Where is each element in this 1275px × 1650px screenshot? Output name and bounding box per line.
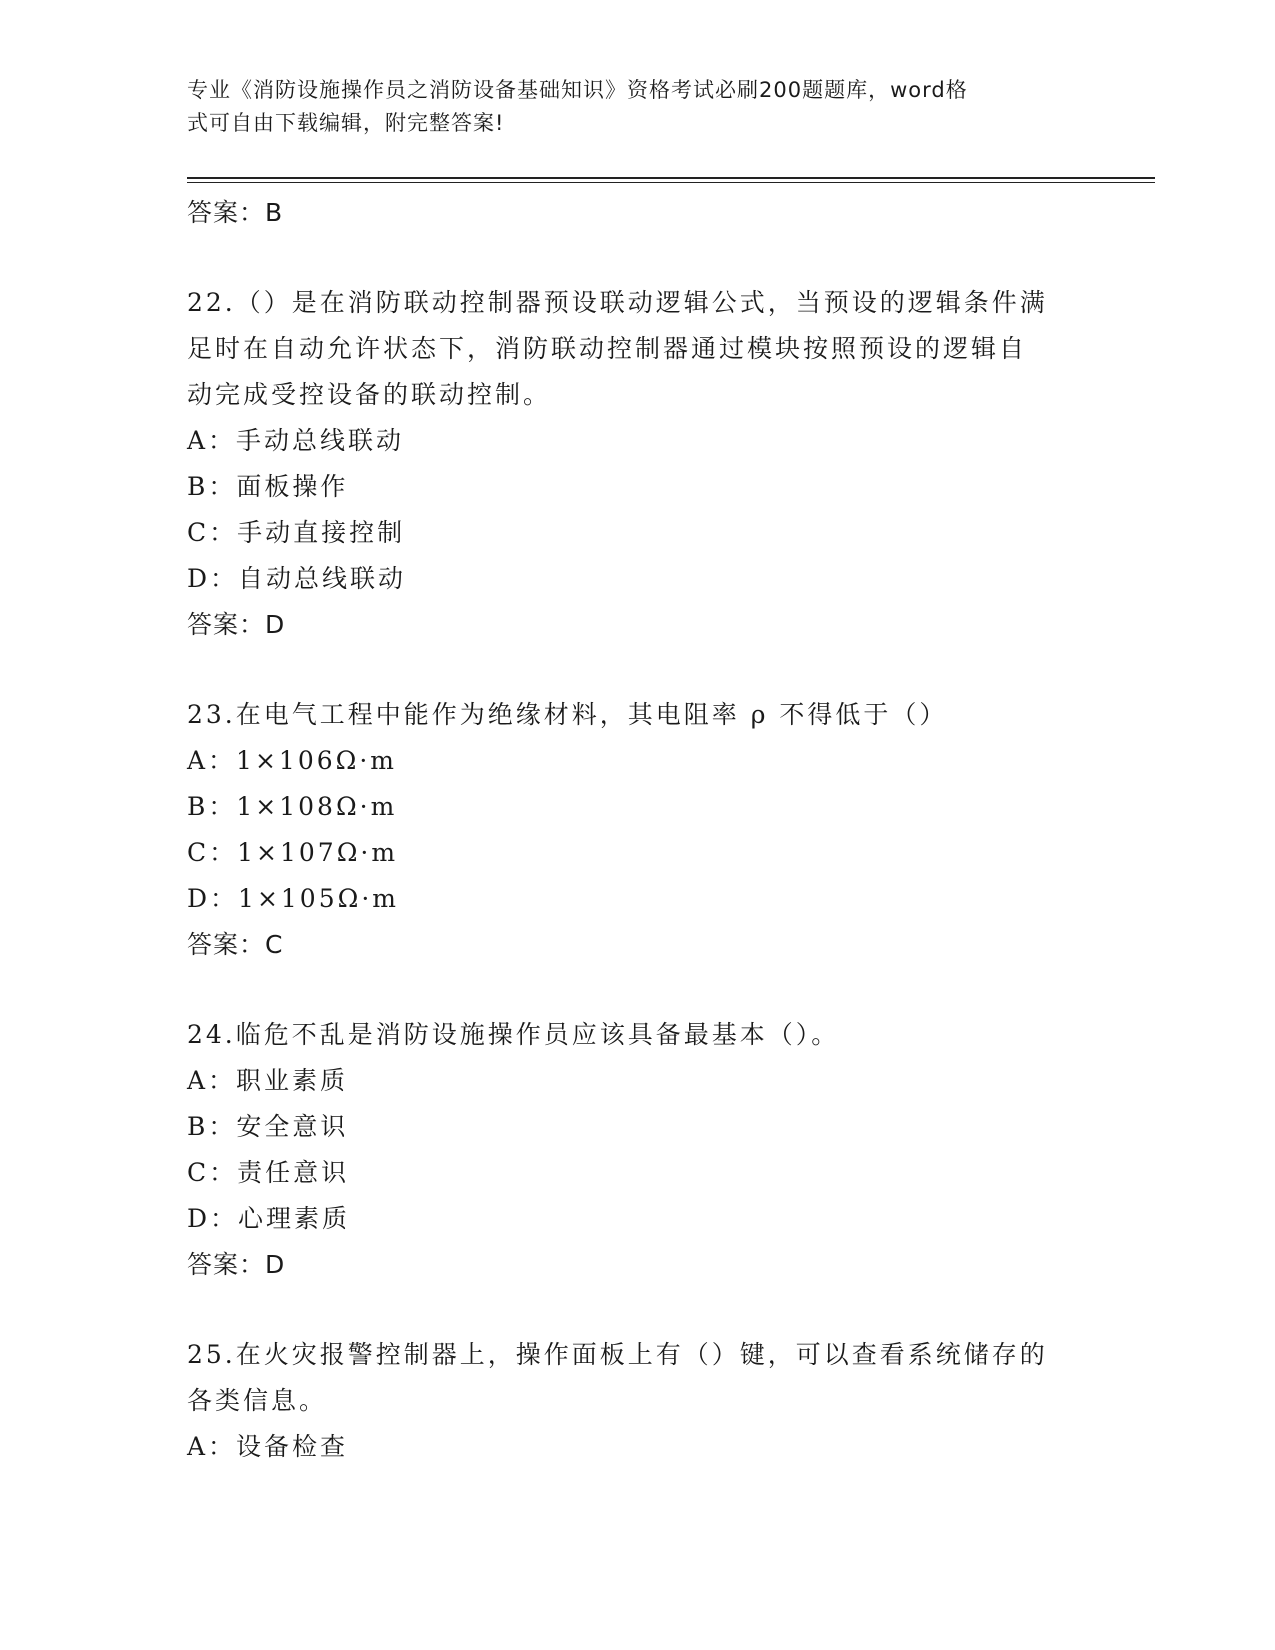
header-divider-thick <box>187 177 1155 179</box>
option-b: B：1×108Ω·m <box>187 792 398 821</box>
option-a: A：设备检查 <box>187 1432 349 1461</box>
question-text: 足时在自动允许状态下，消防联动控制器通过模块按照预设的逻辑自 <box>187 334 1028 363</box>
document-header <box>187 74 1067 140</box>
option-b: B：面板操作 <box>187 472 349 501</box>
option-d: D：1×105Ω·m <box>187 884 399 913</box>
question-25 <box>187 1332 1087 1470</box>
question-text: 25.在火灾报警控制器上，操作面板上有（）键，可以查看系统储存的 <box>187 1340 1048 1369</box>
question-24 <box>187 1012 1087 1288</box>
question-text: 22.（）是在消防联动控制器预设联动逻辑公式，当预设的逻辑条件满 <box>187 288 1048 317</box>
option-c: C：责任意识 <box>187 1158 350 1187</box>
answer-line: 答案：C <box>187 930 284 959</box>
header-line-2: 式可自由下载编辑，附完整答案! <box>187 111 505 135</box>
option-c: C：1×107Ω·m <box>187 838 399 867</box>
document-body <box>187 190 1087 1470</box>
question-text: 各类信息。 <box>187 1386 328 1415</box>
answer-line: 答案：D <box>187 610 286 639</box>
option-a: A：1×106Ω·m <box>187 746 398 775</box>
option-b: B：安全意识 <box>187 1112 349 1141</box>
previous-answer: 答案：B <box>187 198 284 227</box>
option-d: D：心理素质 <box>187 1204 351 1233</box>
header-divider-thin <box>187 182 1155 183</box>
option-a: A：职业素质 <box>187 1066 349 1095</box>
answer-line: 答案：D <box>187 1250 286 1279</box>
option-d: D：自动总线联动 <box>187 564 407 593</box>
header-line-1: 专业《消防设施操作员之消防设备基础知识》资格考试必刷200题题库，word格 <box>187 78 968 102</box>
question-text: 23.在电气工程中能作为绝缘材料，其电阻率 ρ 不得低于（） <box>187 700 948 729</box>
option-c: C：手动直接控制 <box>187 518 406 547</box>
question-text: 24.临危不乱是消防设施操作员应该具备最基本（）。 <box>187 1020 840 1049</box>
question-23 <box>187 692 1087 968</box>
option-a: A：手动总线联动 <box>187 426 405 455</box>
question-22 <box>187 280 1087 648</box>
question-text: 动完成受控设备的联动控制。 <box>187 380 552 409</box>
